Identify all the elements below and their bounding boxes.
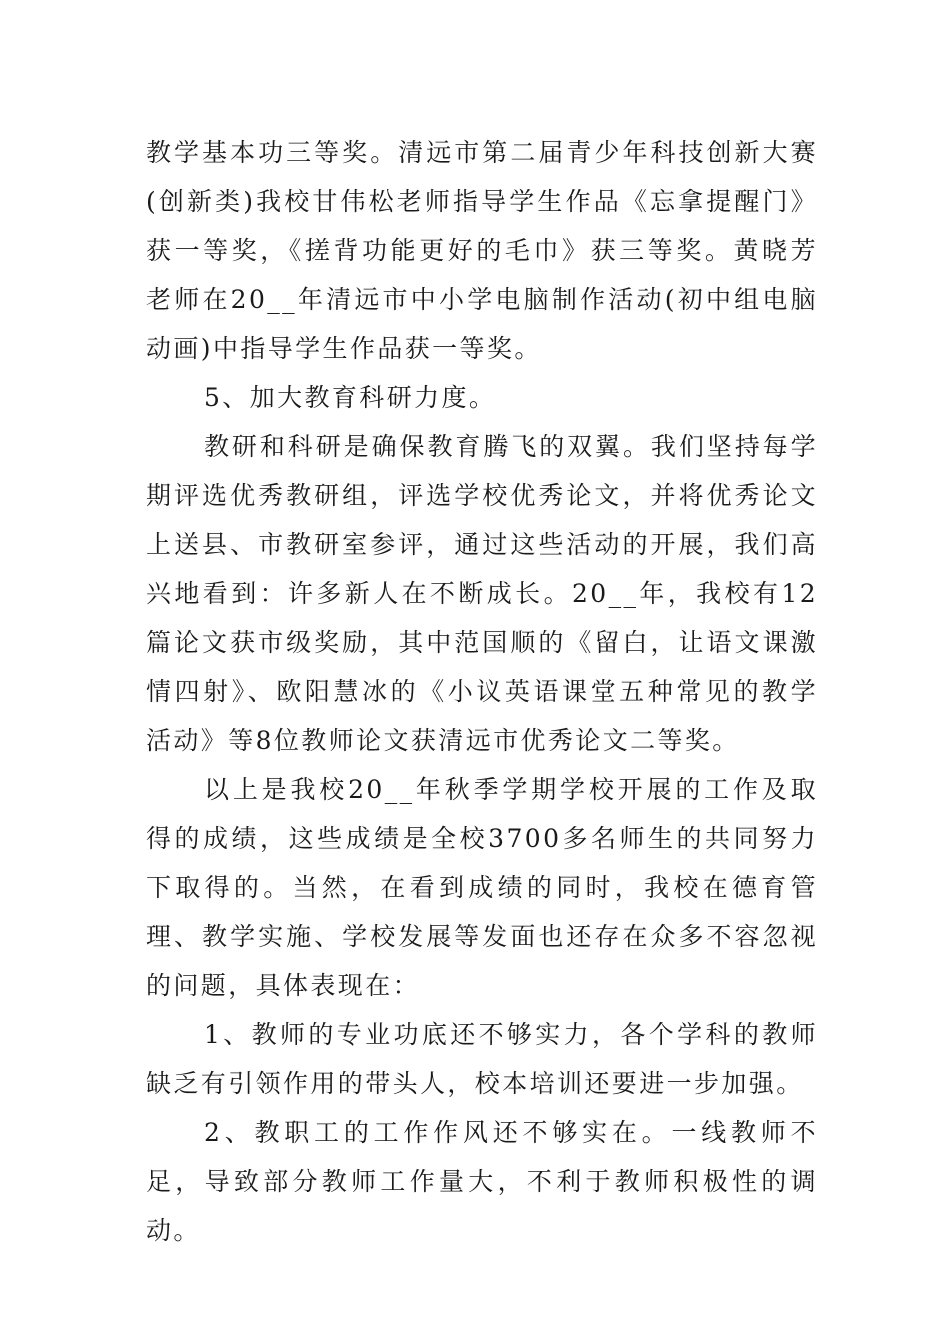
paragraph-research-details: 教研和科研是确保教育腾飞的双翼。我们坚持每学期评选优秀教研组，评选学校优秀论文，并将优秀论文上送县、市教研室参评，通过这些活动的开展，我们高兴地看到：许多新人在不断成长。20__年，我校有12篇论文获市级奖励，其中范国顺的《留白，让语文课激情四射》、欧阳慧冰的《小议英语课堂五种常见的教学活动》等8位教师论文获清远市优秀论文二等奖。	[146, 432, 818, 755]
paragraph-heading-research: 5、加大教育科研力度。	[204, 383, 497, 412]
paragraph-issue-2: 2、教职工的工作作风还不够实在。一线教师不足，导致部分教师工作量大，不利于教师积极性的调动。	[146, 1118, 818, 1245]
paragraph-summary: 以上是我校20__年秋季学期学校开展的工作及取得的成绩，这些成绩是全校3700多名师生的共同努力下取得的。当然，在看到成绩的同时，我校在德育管理、教学实施、学校发展等发面也还存在众多不容忽视的问题，具体表现在：	[146, 775, 818, 1000]
paragraph-awards-continued: 教学基本功三等奖。清远市第二届青少年科技创新大赛(创新类)我校甘伟松老师指导学生作品《忘拿提醒门》获一等奖，《搓背功能更好的毛巾》获三等奖。黄晓芳老师在20__年清远市中小学电脑制作活动(初中组电脑动画)中指导学生作品获一等奖。	[146, 138, 818, 363]
document-body	[146, 128, 818, 1255]
paragraph-issue-1: 1、教师的专业功底还不够实力，各个学科的教师缺乏有引领作用的带头人，校本培训还要进一步加强。	[146, 1020, 818, 1098]
